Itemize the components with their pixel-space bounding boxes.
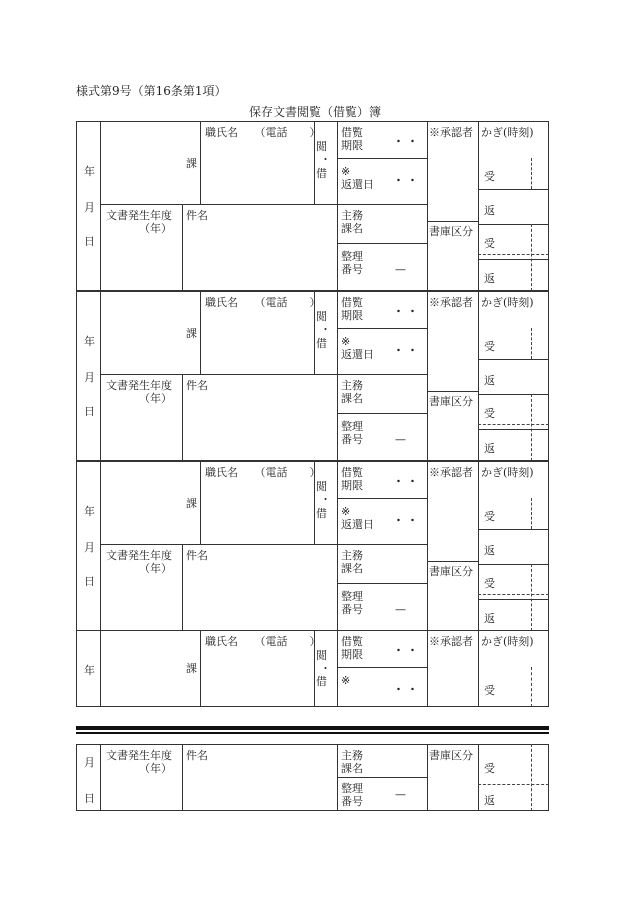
col-divider xyxy=(337,121,338,291)
row-divider xyxy=(478,529,549,530)
col-divider xyxy=(337,630,338,707)
dashed-divider xyxy=(531,328,532,359)
dept-label: 主務 課名 xyxy=(341,749,363,775)
year-label: 年 xyxy=(84,664,95,677)
col-divider xyxy=(427,630,428,707)
name-phone-label: 職氏名 （電話 ） xyxy=(205,466,321,479)
day-label: 日 xyxy=(84,792,95,805)
row-divider xyxy=(337,374,427,375)
row-divider xyxy=(337,498,427,499)
col-divider xyxy=(337,291,338,461)
subject-label: 件名 xyxy=(186,549,208,562)
col-divider xyxy=(100,291,101,461)
col-divider xyxy=(200,121,201,204)
dashed-divider xyxy=(531,667,532,707)
dashed-divider xyxy=(478,594,549,595)
row-divider xyxy=(427,221,478,222)
receive-label: 受 xyxy=(484,170,495,183)
shaku-label: 借 xyxy=(316,167,327,180)
row-divider xyxy=(337,328,427,329)
date-dots: ・・ xyxy=(393,683,421,696)
subject-label: 件名 xyxy=(186,749,208,762)
ka-label: 課 xyxy=(186,157,197,170)
row-divider xyxy=(478,599,549,600)
ref-number-label: 整理 番号 xyxy=(341,782,363,808)
row-divider xyxy=(100,374,338,375)
col-divider xyxy=(182,204,183,291)
name-phone-label: 職氏名 （電話 ） xyxy=(205,296,321,309)
month-label: 月 xyxy=(84,541,95,554)
row-divider xyxy=(337,544,427,545)
col-divider xyxy=(100,461,101,631)
receive-label: 受 xyxy=(484,340,495,353)
receive-label: 受 xyxy=(484,407,495,420)
row-divider xyxy=(478,429,549,430)
etsu-label: 閲 xyxy=(316,140,327,153)
ref-number-label: 整理 番号 xyxy=(341,590,363,616)
date-dots: ・・ xyxy=(393,174,421,187)
month-label: 月 xyxy=(84,371,95,384)
row-divider xyxy=(427,391,478,392)
borrow-period-label: 借覧 期限 xyxy=(341,635,363,661)
dashed-divider xyxy=(531,158,532,189)
month-label: 月 xyxy=(84,756,95,769)
row-divider xyxy=(337,204,427,205)
dot-label: ・ xyxy=(320,662,331,675)
ref-number-label: 整理 番号 xyxy=(341,250,363,276)
approver-label: ※承認者 xyxy=(429,296,473,309)
dashed-divider xyxy=(531,744,532,811)
col-divider xyxy=(182,374,183,461)
storage-label: 書庫区分 xyxy=(429,225,473,238)
return-label: 返 xyxy=(484,442,495,455)
col-divider xyxy=(182,744,183,811)
dashed-divider xyxy=(478,424,549,425)
key-time-label: かぎ(時刻) xyxy=(481,635,534,648)
return-label: 返 xyxy=(484,544,495,557)
col-divider xyxy=(427,291,428,461)
row-divider xyxy=(100,204,338,205)
record-block-partial-top xyxy=(76,630,549,707)
col-divider xyxy=(100,630,101,707)
return-label: 返 xyxy=(484,204,495,217)
dashed-divider xyxy=(531,498,532,529)
return-label: 返 xyxy=(484,272,495,285)
approver-label: ※承認者 xyxy=(429,466,473,479)
dashed-divider xyxy=(531,564,532,631)
storage-label: 書庫区分 xyxy=(429,565,473,578)
row-divider xyxy=(100,544,338,545)
shaku-label: 借 xyxy=(316,507,327,520)
day-label: 日 xyxy=(84,235,95,248)
col-divider xyxy=(478,630,479,707)
borrow-period-label: 借覧 期限 xyxy=(341,466,363,492)
row-divider xyxy=(337,583,427,584)
row-divider xyxy=(337,777,427,778)
doc-year-label: 文書発生年度 （年） xyxy=(106,379,172,405)
page-separator xyxy=(76,726,549,730)
date-dots: ・・ xyxy=(393,514,421,527)
shaku-label: 借 xyxy=(316,337,327,350)
col-divider xyxy=(478,121,479,291)
col-divider xyxy=(427,461,428,631)
dept-label: 主務 課名 xyxy=(341,379,363,405)
ref-dash: — xyxy=(395,788,406,801)
ref-dash: — xyxy=(395,433,406,446)
borrow-period-label: 借覧 期限 xyxy=(341,296,363,322)
form-number: 様式第9号（第16条第1項） xyxy=(76,84,227,98)
name-phone-label: 職氏名 （電話 ） xyxy=(205,126,321,139)
row-divider xyxy=(478,564,549,565)
dashed-divider xyxy=(531,394,532,461)
col-divider xyxy=(427,121,428,291)
approver-label: ※承認者 xyxy=(429,635,473,648)
subject-label: 件名 xyxy=(186,379,208,392)
key-time-label: かぎ(時刻) xyxy=(481,296,534,309)
receive-label: 受 xyxy=(484,577,495,590)
dept-label: 主務 課名 xyxy=(341,549,363,575)
return-label: 返 xyxy=(484,374,495,387)
row-divider xyxy=(337,158,427,159)
dashed-divider xyxy=(478,784,549,785)
receive-label: 受 xyxy=(484,510,495,523)
etsu-label: 閲 xyxy=(316,480,327,493)
dashed-divider xyxy=(478,254,549,255)
day-label: 日 xyxy=(84,575,95,588)
doc-year-label: 文書発生年度 （年） xyxy=(106,209,172,235)
dept-label: 主務 課名 xyxy=(341,209,363,235)
ka-label: 課 xyxy=(186,497,197,510)
row-divider xyxy=(337,243,427,244)
col-divider xyxy=(478,461,479,631)
col-divider xyxy=(100,121,101,291)
key-time-label: かぎ(時刻) xyxy=(481,466,534,479)
doc-year-label: 文書発生年度 （年） xyxy=(106,549,172,575)
row-divider xyxy=(478,394,549,395)
row-divider xyxy=(478,359,549,360)
col-divider xyxy=(337,461,338,631)
etsu-label: 閲 xyxy=(316,310,327,323)
col-divider xyxy=(427,744,428,811)
ref-number-label: 整理 番号 xyxy=(341,420,363,446)
ka-label: 課 xyxy=(186,662,197,675)
year-label: 年 xyxy=(84,505,95,518)
dashed-divider xyxy=(531,224,532,291)
col-divider xyxy=(182,544,183,631)
receive-label: 受 xyxy=(484,237,495,250)
date-dots: ・・ xyxy=(393,475,421,488)
col-divider xyxy=(200,630,201,707)
date-dots: ・・ xyxy=(393,644,421,657)
record-block xyxy=(76,291,549,461)
dot-label: ・ xyxy=(320,323,331,336)
dot-label: ・ xyxy=(320,493,331,506)
subject-label: 件名 xyxy=(186,209,208,222)
name-phone-label: 職氏名 （電話 ） xyxy=(205,635,321,648)
col-divider xyxy=(200,461,201,544)
col-divider xyxy=(100,744,101,811)
record-block-partial-bottom xyxy=(76,744,549,811)
etsu-label: 閲 xyxy=(316,649,327,662)
ref-dash: — xyxy=(395,263,406,276)
key-time-label: かぎ(時刻) xyxy=(481,126,534,139)
record-block xyxy=(76,461,549,631)
record-block xyxy=(76,121,549,291)
page-separator xyxy=(76,732,549,734)
row-divider xyxy=(478,259,549,260)
day-label: 日 xyxy=(84,405,95,418)
return-mark: ※ xyxy=(341,674,351,687)
approver-label: ※承認者 xyxy=(429,126,473,139)
borrow-period-label: 借覧 期限 xyxy=(341,126,363,152)
row-divider xyxy=(478,224,549,225)
receive-label: 受 xyxy=(484,684,495,697)
form-title: 保存文書閲覧（借覧）簿 xyxy=(248,105,381,119)
shaku-label: 借 xyxy=(316,675,327,688)
row-divider xyxy=(337,413,427,414)
date-dots: ・・ xyxy=(393,305,421,318)
row-divider xyxy=(337,667,427,668)
storage-label: 書庫区分 xyxy=(429,395,473,408)
return-label: 返 xyxy=(484,794,495,807)
date-dots: ・・ xyxy=(393,135,421,148)
return-date-label: ※ 返還日 xyxy=(341,165,374,191)
date-dots: ・・ xyxy=(393,344,421,357)
return-date-label: ※ 返還日 xyxy=(341,335,374,361)
ka-label: 課 xyxy=(186,327,197,340)
row-divider xyxy=(427,561,478,562)
dot-label: ・ xyxy=(320,153,331,166)
return-label: 返 xyxy=(484,612,495,625)
ref-dash: — xyxy=(395,603,406,616)
storage-label: 書庫区分 xyxy=(429,749,473,762)
return-date-label: ※ 返還日 xyxy=(341,505,374,531)
col-divider xyxy=(478,291,479,461)
month-label: 月 xyxy=(84,201,95,214)
receive-label: 受 xyxy=(484,762,495,775)
col-divider xyxy=(478,744,479,811)
doc-year-label: 文書発生年度 （年） xyxy=(106,749,172,775)
year-label: 年 xyxy=(84,165,95,178)
year-label: 年 xyxy=(84,335,95,348)
col-divider xyxy=(200,291,201,374)
row-divider xyxy=(478,189,549,190)
